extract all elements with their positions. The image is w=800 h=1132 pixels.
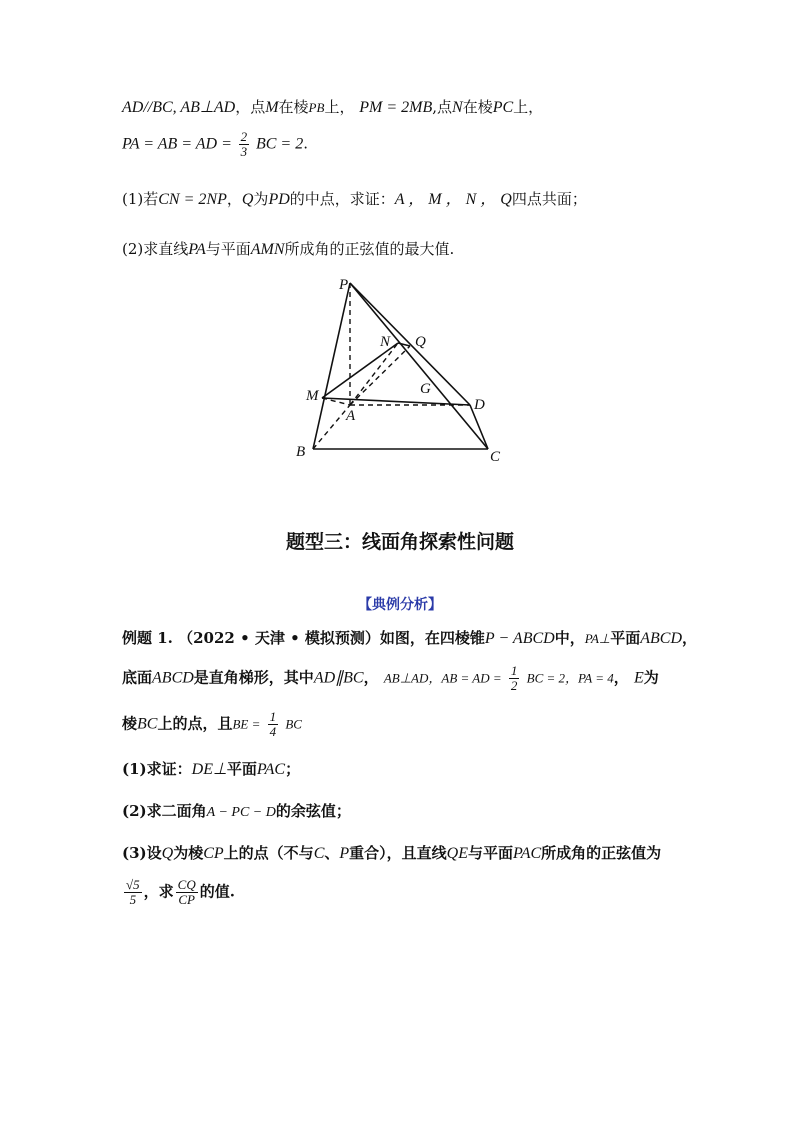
text: 平面 xyxy=(226,760,257,778)
text: 与平面 xyxy=(468,844,514,862)
math-condition: AD//BC, AB⊥AD xyxy=(122,99,236,116)
example-line-1 xyxy=(122,627,697,650)
text: 底面 xyxy=(122,668,153,687)
text: 在棱 xyxy=(278,98,309,116)
text: 的余弦值； xyxy=(275,802,351,820)
numerator: √5 xyxy=(126,877,140,892)
example-line-3 xyxy=(122,710,302,739)
math: BC = 2 xyxy=(255,135,304,153)
math: BE = xyxy=(232,716,261,732)
math: ABCD xyxy=(640,630,683,647)
numerator: 2 xyxy=(240,129,248,144)
math: BC xyxy=(137,715,158,733)
text: 平面 xyxy=(610,629,641,647)
math: P − ABCD xyxy=(484,630,555,647)
text: 中， xyxy=(554,629,585,647)
math: AB⊥AD，AB = AD = xyxy=(383,670,502,686)
label-Q: Q xyxy=(415,334,426,350)
fraction-sqrt5-over-5 xyxy=(124,878,142,907)
math: Q xyxy=(161,845,174,862)
example-line-2 xyxy=(122,664,659,693)
math: AMN xyxy=(250,241,285,258)
example-part-3 xyxy=(122,842,661,865)
text: 所成角的正弦值为 xyxy=(541,844,662,862)
text: 例题 1. （2022 • 天津 • 模拟预测）如图，在四棱锥 xyxy=(122,629,485,647)
label-C: C xyxy=(490,449,501,465)
edge-PB xyxy=(313,283,350,449)
edge-NQ xyxy=(398,343,410,346)
math: PA⊥ xyxy=(584,631,611,646)
text: ，求 xyxy=(143,882,174,901)
example-part-3-cont xyxy=(122,878,235,907)
math: BC = 2，PA = 4 xyxy=(526,670,614,686)
text: 的值. xyxy=(199,882,235,901)
section-title: 题型三：线面角探索性问题 xyxy=(285,531,514,553)
math: CN = 2NP xyxy=(158,191,227,208)
math: E xyxy=(634,669,644,687)
text: 上的点，且 xyxy=(157,714,233,733)
text: 为 xyxy=(253,190,269,208)
math: PAC xyxy=(256,761,286,778)
math: N xyxy=(452,99,463,116)
math: AD∥BC xyxy=(313,669,364,687)
math: ABCD xyxy=(152,669,194,687)
text: ， xyxy=(226,190,242,208)
math: PA xyxy=(188,241,206,258)
fraction xyxy=(268,710,279,739)
numerator: CQ xyxy=(177,877,196,892)
text: ， xyxy=(682,629,698,647)
edge-AN-hidden xyxy=(350,343,398,405)
text: ，点 xyxy=(235,98,266,116)
math: PC xyxy=(492,99,514,116)
edge-PD xyxy=(350,283,470,405)
denominator: 3 xyxy=(240,144,248,159)
text: 上的点（不与 xyxy=(223,844,314,862)
text: 上， xyxy=(513,98,544,116)
math: A − PC − D xyxy=(206,805,276,820)
text: (1)若 xyxy=(122,190,159,208)
numerator: 1 xyxy=(269,709,277,724)
text: (3)设 xyxy=(122,844,162,862)
math: M xyxy=(265,99,279,116)
text: 在棱 xyxy=(462,98,493,116)
denominator: CP xyxy=(178,892,195,907)
math: Q xyxy=(241,191,254,208)
math: PB xyxy=(308,100,325,115)
text: 上， xyxy=(324,98,355,116)
edge-AQ-hidden xyxy=(350,346,410,405)
text: 、 xyxy=(324,844,340,862)
text: 棱 xyxy=(122,714,138,733)
math: QE xyxy=(446,845,468,862)
text: (2)求二面角 xyxy=(122,802,207,820)
math: CP xyxy=(203,845,224,862)
text: 是直角梯形，其中 xyxy=(193,668,314,687)
denominator: 5 xyxy=(129,892,137,907)
example-part-1 xyxy=(122,758,300,781)
text: 重合），且直线 xyxy=(349,844,447,862)
text: (1)求证： xyxy=(122,760,192,778)
text: ， xyxy=(363,668,379,687)
label-D: D xyxy=(474,397,485,413)
math: P xyxy=(339,845,350,862)
subheading: 【典例分析】 xyxy=(358,597,442,613)
example-part-2 xyxy=(122,800,351,824)
text: 四点共面； xyxy=(511,190,587,208)
text: ,点 xyxy=(432,98,453,116)
text: . xyxy=(303,134,308,153)
text: 与平面 xyxy=(205,240,251,258)
math: PAC xyxy=(513,845,542,862)
fraction-cq-over-cp xyxy=(176,878,198,907)
label-G: G xyxy=(420,381,431,397)
math: PM = 2MB xyxy=(359,99,433,116)
math: PD xyxy=(268,191,290,208)
text: 为棱 xyxy=(173,844,204,862)
numerator: 1 xyxy=(510,663,518,678)
label-N: N xyxy=(380,334,391,350)
label-P: P xyxy=(339,277,349,293)
math: A ， M ， N ， Q xyxy=(394,191,512,208)
fraction xyxy=(509,664,520,693)
label-A: A xyxy=(346,408,356,424)
math: BC xyxy=(285,716,302,732)
edge-MN xyxy=(322,343,398,398)
text: (2)求直线 xyxy=(122,240,189,258)
text: ； xyxy=(285,760,301,778)
math: C xyxy=(313,845,325,862)
math: PA = AB = AD = xyxy=(122,135,232,153)
text: 为 xyxy=(643,668,659,687)
math: DE⊥ xyxy=(191,761,227,778)
text: 所成角的正弦值的最大值. xyxy=(284,240,455,258)
label-B: B xyxy=(296,444,306,460)
edge-PC xyxy=(350,283,488,449)
label-M: M xyxy=(306,388,319,404)
text: 的中点，求证： xyxy=(289,190,395,208)
denominator: 2 xyxy=(510,678,518,693)
text: ， xyxy=(613,668,629,687)
denominator: 4 xyxy=(269,724,277,739)
